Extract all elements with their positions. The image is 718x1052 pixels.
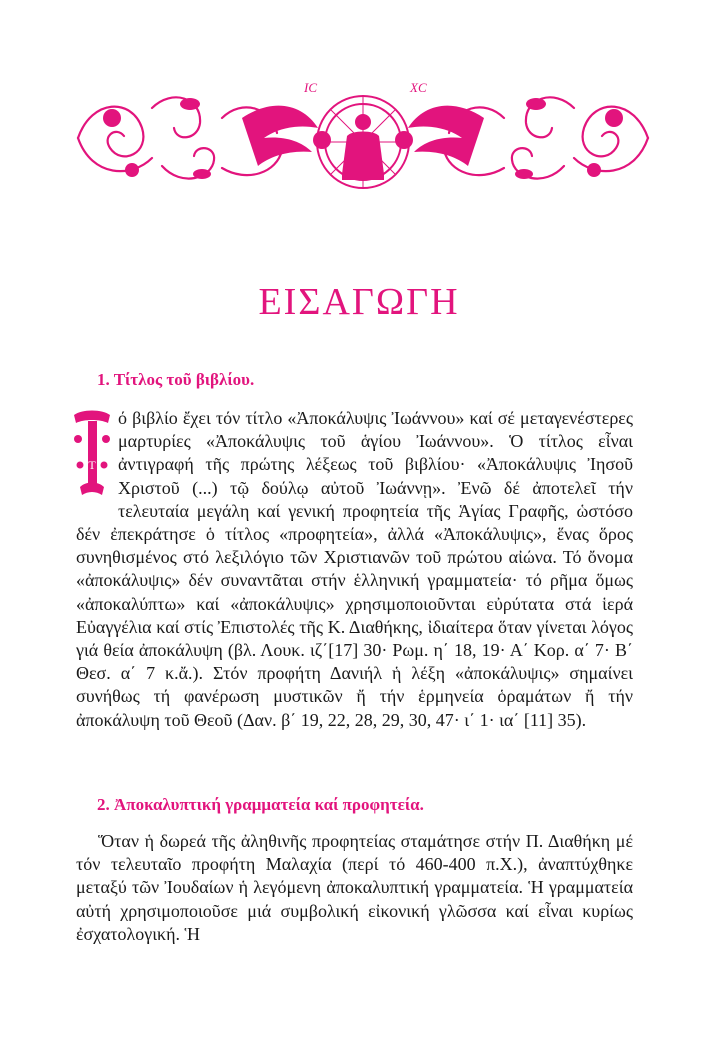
section-1-text: ό βιβλίο ἔχει τόν τίτλο «Ἀποκάλυψις Ἰωάννου» καί σέ μεταγενέστερες μαρτυρίες «Ἀποκάλυψις τοῦ ἁγίου Ἰωάννου». Ὁ τίτλος εἶναι ἀντιγραφή τῆς πρώτης λέξεως τοῦ βιβλίου· «Ἀποκάλυψις Ἰησοῦ Χριστοῦ (...) τῷ δούλῳ αὐτοῦ Ἰωάννῃ». Ἐνῶ δέ ἀποτελεῖ τήν τελευταία μεγάλη καί γενική προφητεία τῆς Ἁγίας Γραφῆς, ὡστόσο δέν ἐπεκράτησε ὁ τίτλος «προφητεία», ἀλλά «Ἀποκάλυψις», ἕνας ὅρος συνηθισμένος στό λεξιλόγιο τῶν Χριστιανῶν τοῦ πρώτου αἰώνα. Τό ὄνομα «ἀποκάλυψις» δέν συναντᾶται στήν ἑλληνική γραμματεία· τό ρῆμα ὅμως «ἀποκαλύπτω» καί «ἀποκάλυψις» χρησιμοποιοῦνται εὐρύτατα στά ἱερά Εὐαγγέλια καί στίς Ἐπιστολές τῆς Κ. Διαθήκης, ἰδιαίτερα ὅταν γίνεται λόγος γιά θεία ἀποκάλυψη (βλ. Λουκ. ιζ΄[17] 30· Ρωμ. η΄ 18, 19· Α΄ Κορ. α΄ 7· Β΄ Θεσ. α΄ 7 κ.ἄ.). Στόν προφήτη Δανιήλ ἡ λέξη «ἀποκάλυψις» σημαίνει συνήθως τή φανέρωση μυστικῶν ἤ τήν ἑρμηνεία ὁραμάτων ἤ τήν ἀποκάλυψη τοῦ Θεοῦ (Δαν. β΄ 19, 22, 28, 29, 30, 47· ι΄ 1· ια΄ [11] 35). xyxy=(76,408,633,730)
section-1-body xyxy=(76,407,633,732)
dropcap-tau xyxy=(72,409,112,501)
dropcap-letter: Τ xyxy=(88,458,96,472)
ornamental-headpiece xyxy=(72,78,654,196)
section-2-body: Ὅταν ἡ δωρεά τῆς ἀληθινῆς προφητείας σταμάτησε στήν Π. Διαθήκη μέ τόν τελευταῖο προφήτη Μαλαχία (περί τό 460-400 π.Χ.), ἀναπτύχθηκε μεταξύ τῶν Ἰουδαίων ἡ λεγόμενη ἀποκαλυπτική γραμματεία. Ἡ γραμματεία αὐτή χρησιμοποιοῦσε μιά συμβολική εἰκονική γλῶσσα καί εἶναι κυρίως ἐσχατολογική. Ἡ xyxy=(76,831,633,944)
monogram-right: XC xyxy=(410,80,427,95)
section-2-heading: 2. Ἀποκαλυπτική γραμματεία καί προφητεία. xyxy=(97,795,424,814)
monogram-left: IC xyxy=(304,80,317,95)
section-1-heading: 1. Τίτλος τοῦ βιβλίου. xyxy=(97,370,255,389)
page-title: ΕΙΣΑΓΩΓΗ xyxy=(258,281,460,323)
